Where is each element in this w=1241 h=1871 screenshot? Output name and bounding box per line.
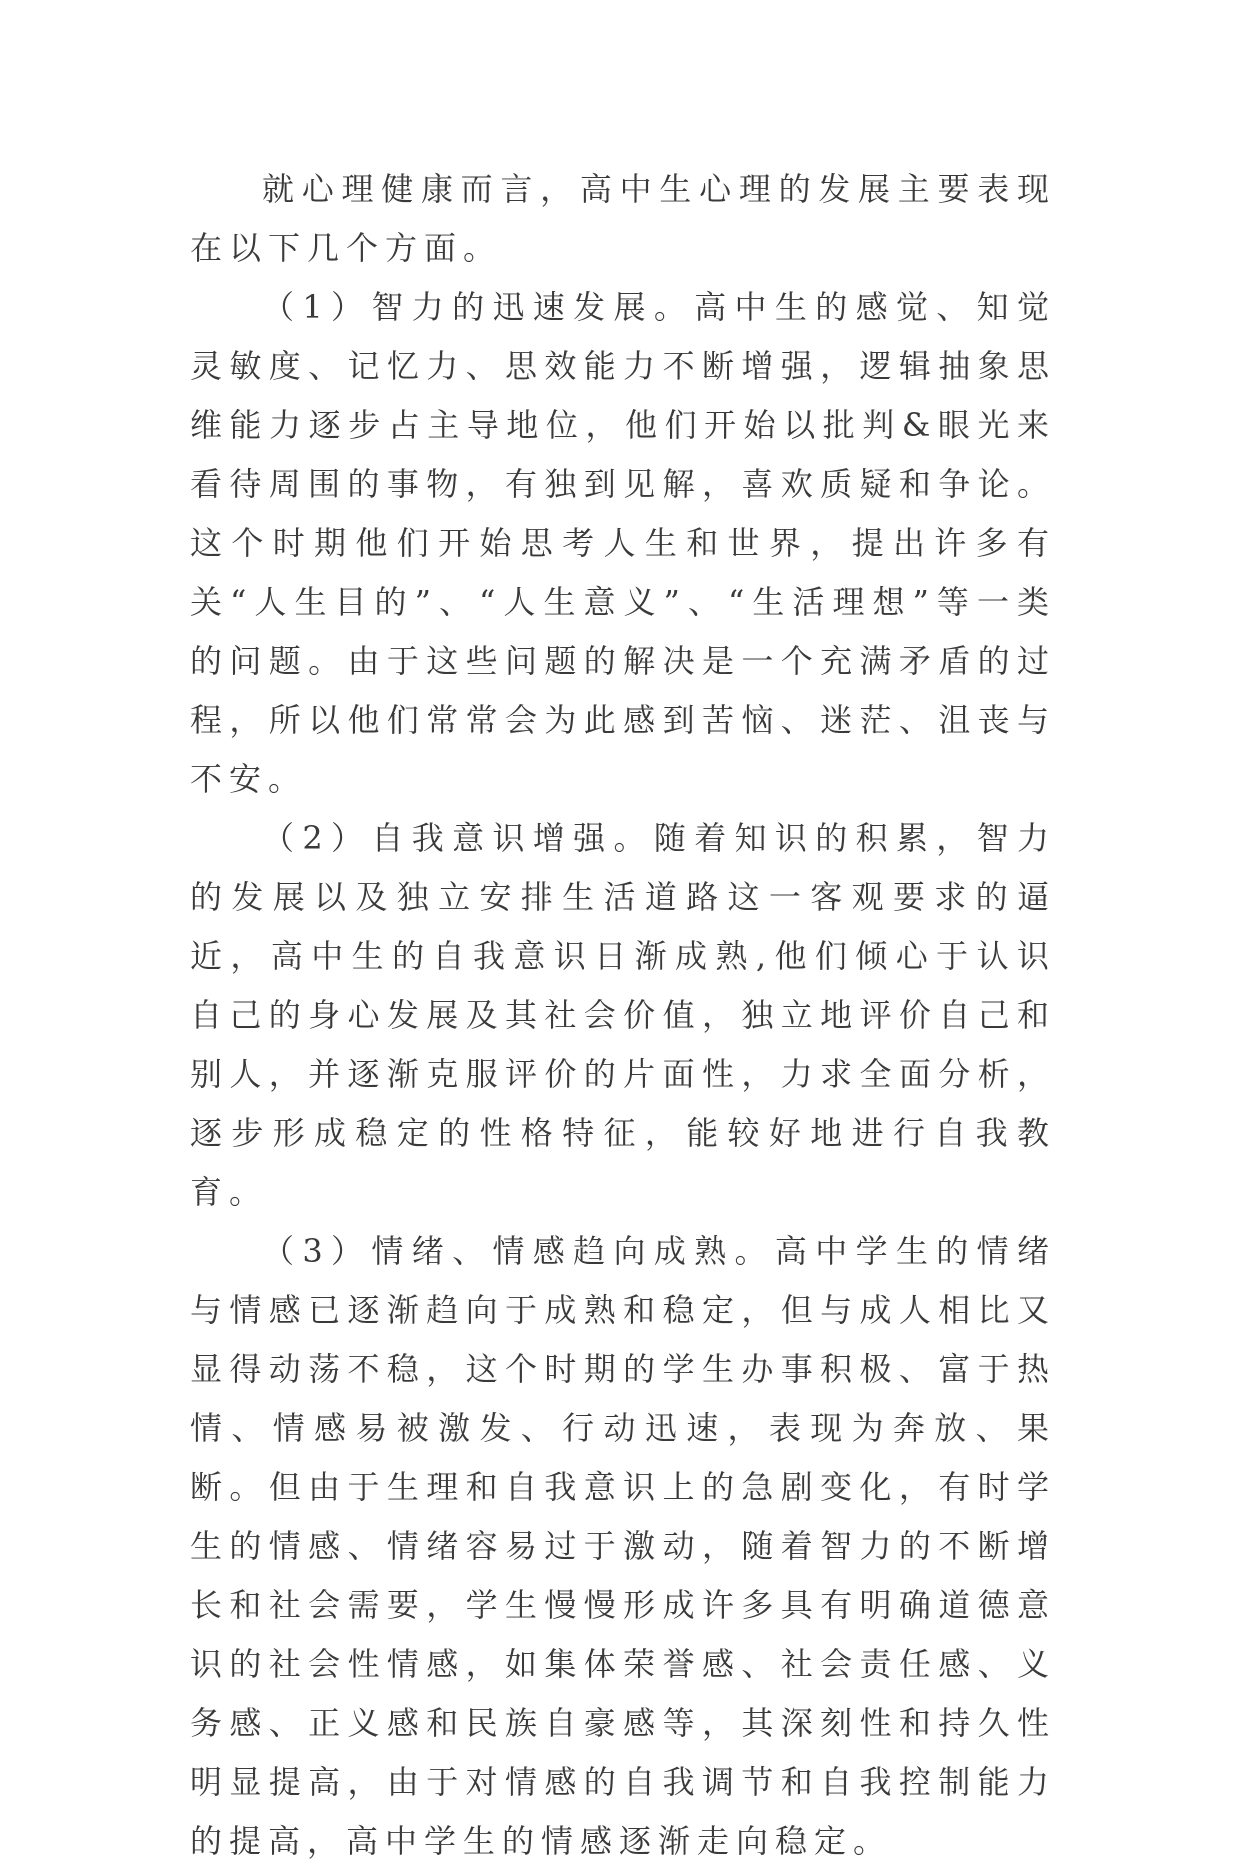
paragraph-emotions: （3）情绪、情感趋向成熟。高中学生的情绪与情感已逐渐趋向于成熟和稳定，但与成人相比又显得动荡不稳，这个时期的学生办事积极、富于热情、情感易被激发、行动迅速，表现为奔放、果断。但由于生理和自我意识上的急剧变化，有时学生的情感、情绪容易过于激动，随着智力的不断增长和社会需要，学生慢慢形成许多具有明确道德意识的社会性情感，如集体荣誉感、社会责任感、义务感、正义感和民族自豪感等，其深刻性和持久性明显提高，由于对情感的自我调节和自我控制能力的提高，高中学生的情感逐渐走向稳定。	[190, 1232, 1056, 1860]
paragraph-intro: 就心理健康而言，高中生心理的发展主要表现在以下几个方面。	[190, 170, 1056, 267]
paragraph-intellect: （1）智力的迅速发展。高中生的感觉、知觉灵敏度、记忆力、思效能力不断增强，逻辑抽象思维能力逐步占主导地位，他们开始以批判&眼光来看待周围的事物，有独到见解，喜欢质疑和争论。这个时期他们开始思考人生和世界，提出许多有关“人生目的”、“人生意义”、“生活理想”等一类的问题。由于这些问题的解决是一个充满矛盾的过程，所以他们常常会为此感到苦恼、迷茫、沮丧与不安。	[190, 288, 1056, 798]
document-body	[190, 160, 1056, 1871]
paragraph-self-awareness: （2）自我意识增强。随着知识的积累，智力的发展以及独立安排生活道路这一客观要求的逼近，高中生的自我意识日渐成熟,他们倾心于认识自己的身心发展及其社会价值，独立地评价自己和别人，并逐渐克服评价的片面性，力求全面分析，逐步形成稳定的性格特征，能较好地进行自我教育。	[190, 819, 1056, 1211]
